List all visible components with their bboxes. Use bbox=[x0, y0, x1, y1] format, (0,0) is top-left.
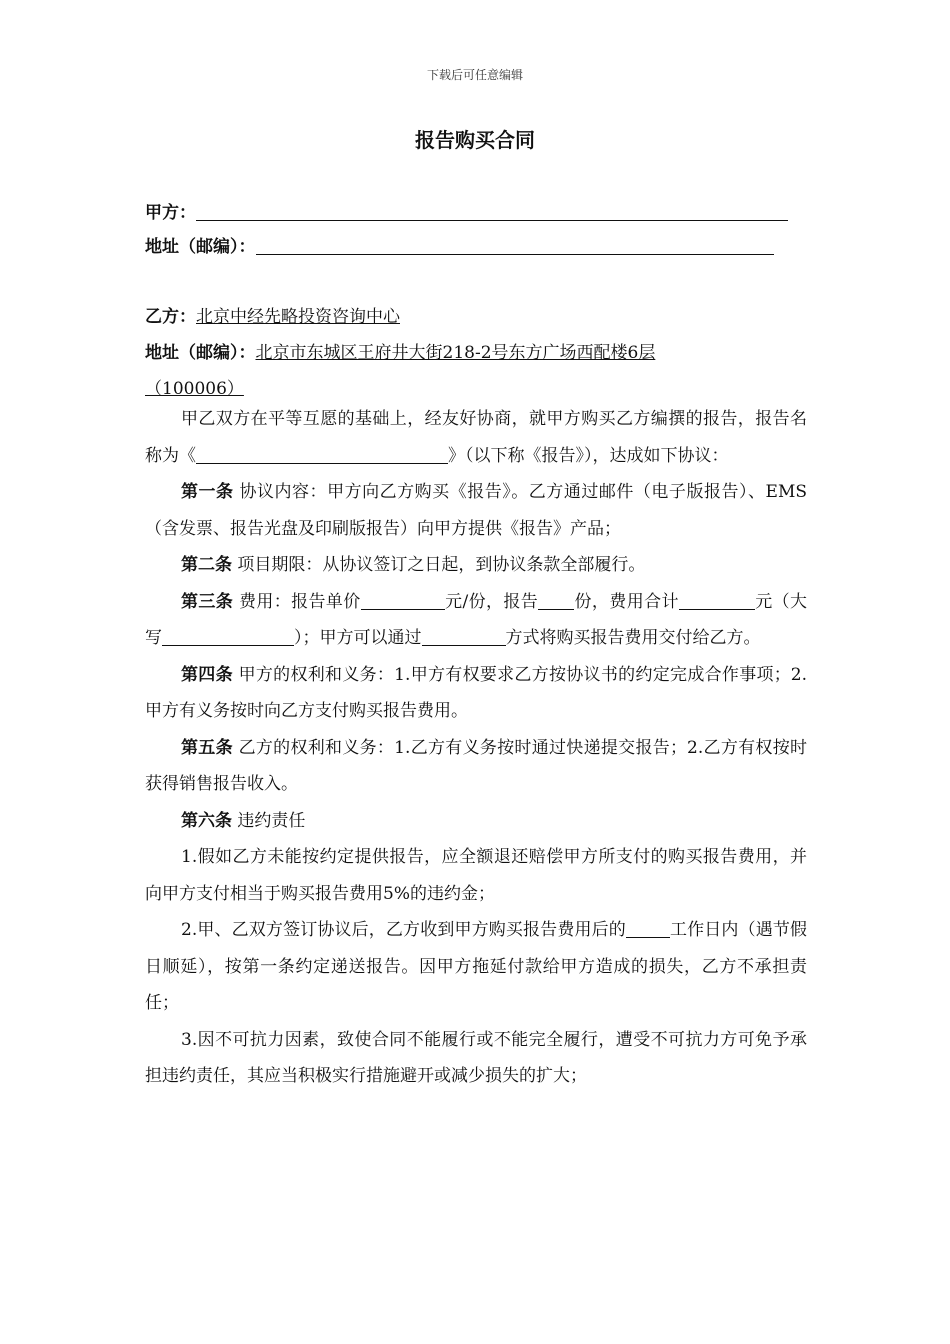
party-b-address-row bbox=[145, 338, 655, 363]
payment-method-blank[interactable] bbox=[422, 629, 506, 646]
article-6-label: 第六条 bbox=[181, 810, 232, 831]
clause-2-text-2: 工作日内（遇节假日顺延），按第一条约定递送报告。因甲方拖延付款给甲方造成的损失，乙方不承担责任； bbox=[145, 920, 807, 1013]
article-5 bbox=[145, 730, 807, 803]
contract-title: 报告购买合同 bbox=[415, 128, 535, 152]
party-b-postcode-row bbox=[145, 374, 244, 399]
article-3-text-3: 份，费用合计 bbox=[574, 591, 679, 612]
intro-text-1: 甲乙双方在平等互愿的基础上，经友好协商，就甲方购买乙方编撰的报告，报告名称为《 bbox=[145, 409, 807, 466]
article-5-label: 第五条 bbox=[181, 737, 233, 758]
article-3-text-1: 费用：报告单价 bbox=[238, 591, 361, 612]
article-2-label: 第二条 bbox=[181, 555, 232, 575]
article-1-label: 第一条 bbox=[181, 482, 234, 502]
article-5-text: 乙方的权利和义务：1.乙方有义务按时通过快递提交报告；2.乙方有权按时获得销售报告收入。 bbox=[145, 737, 807, 794]
total-fee-capital-blank[interactable] bbox=[162, 629, 294, 646]
clause-1 bbox=[145, 839, 807, 912]
party-a-address-blank[interactable] bbox=[256, 238, 774, 255]
party-a-row bbox=[145, 198, 788, 223]
quantity-blank[interactable] bbox=[538, 593, 574, 610]
article-2 bbox=[145, 547, 807, 584]
article-1-text: 协议内容：甲方向乙方购买《报告》。乙方通过邮件（电子版报告）、EMS（含发票、报告光盘及印刷版报告）向甲方提供《报告》产品； bbox=[145, 482, 807, 539]
article-4-text: 甲方的权利和义务：1.甲方有权要求乙方按协议书的约定完成合作事项；2.甲方有义务按时向乙方支付购买报告费用。 bbox=[145, 664, 807, 721]
article-6-text: 违约责任 bbox=[237, 810, 306, 831]
article-3-text-5: ）；甲方可以通过 bbox=[294, 628, 422, 648]
party-a-label: 甲方： bbox=[145, 203, 196, 223]
working-days-blank[interactable] bbox=[626, 921, 670, 938]
party-a-address-label: 地址（邮编）： bbox=[145, 237, 256, 257]
article-4 bbox=[145, 657, 807, 730]
party-b-name: 北京中经先略投资咨询中心 bbox=[196, 307, 400, 327]
party-b-label: 乙方： bbox=[145, 307, 196, 327]
article-1 bbox=[145, 474, 807, 547]
article-3-label: 第三条 bbox=[181, 591, 234, 612]
party-b-row bbox=[145, 302, 788, 327]
article-6 bbox=[145, 803, 807, 840]
article-3-text-4: 元（大写 bbox=[145, 591, 808, 648]
article-3-text-2: 元/份，报告 bbox=[444, 591, 539, 612]
party-a-address-row bbox=[145, 232, 774, 257]
clause-3-text: 3.因不可抗力因素，致使合同不能履行或不能完全履行，遭受不可抗力方可免予承担违约责任，其应当积极实行措施避开或减少损失的扩大； bbox=[145, 1029, 807, 1086]
party-b-address: 北京市东城区王府井大街218-2号东方广场西配楼6层 bbox=[255, 343, 656, 363]
intro-text-2: 》（以下称《报告》），达成如下协议： bbox=[448, 445, 729, 466]
clause-1-text: 1.假如乙方未能按约定提供报告，应全额退还赔偿甲方所支付的购买报告费用，并向甲方支付相当于购买报告费用5%的违约金； bbox=[145, 847, 807, 904]
article-4-label: 第四条 bbox=[181, 664, 233, 685]
unit-price-blank[interactable] bbox=[361, 593, 445, 610]
intro-paragraph bbox=[145, 401, 807, 474]
party-b-postcode: （100006） bbox=[145, 379, 244, 399]
party-a-blank[interactable] bbox=[196, 204, 788, 221]
article-3 bbox=[145, 584, 807, 657]
article-2-text: 项目期限：从协议签订之日起，到协议条款全部履行。 bbox=[237, 555, 646, 575]
clause-2-text-1: 2.甲、乙双方签订协议后，乙方收到甲方购买报告费用后的 bbox=[181, 920, 626, 940]
total-fee-blank[interactable] bbox=[679, 593, 755, 610]
clause-2 bbox=[145, 912, 807, 1022]
article-3-text-6: 方式将购买报告费用交付给乙方。 bbox=[505, 628, 761, 648]
party-b-address-label: 地址（邮编）： bbox=[145, 343, 256, 363]
header-note: 下载后可任意编辑 bbox=[426, 68, 523, 82]
clause-3 bbox=[145, 1022, 807, 1095]
report-name-blank[interactable] bbox=[196, 447, 448, 464]
contract-body bbox=[145, 401, 807, 1095]
